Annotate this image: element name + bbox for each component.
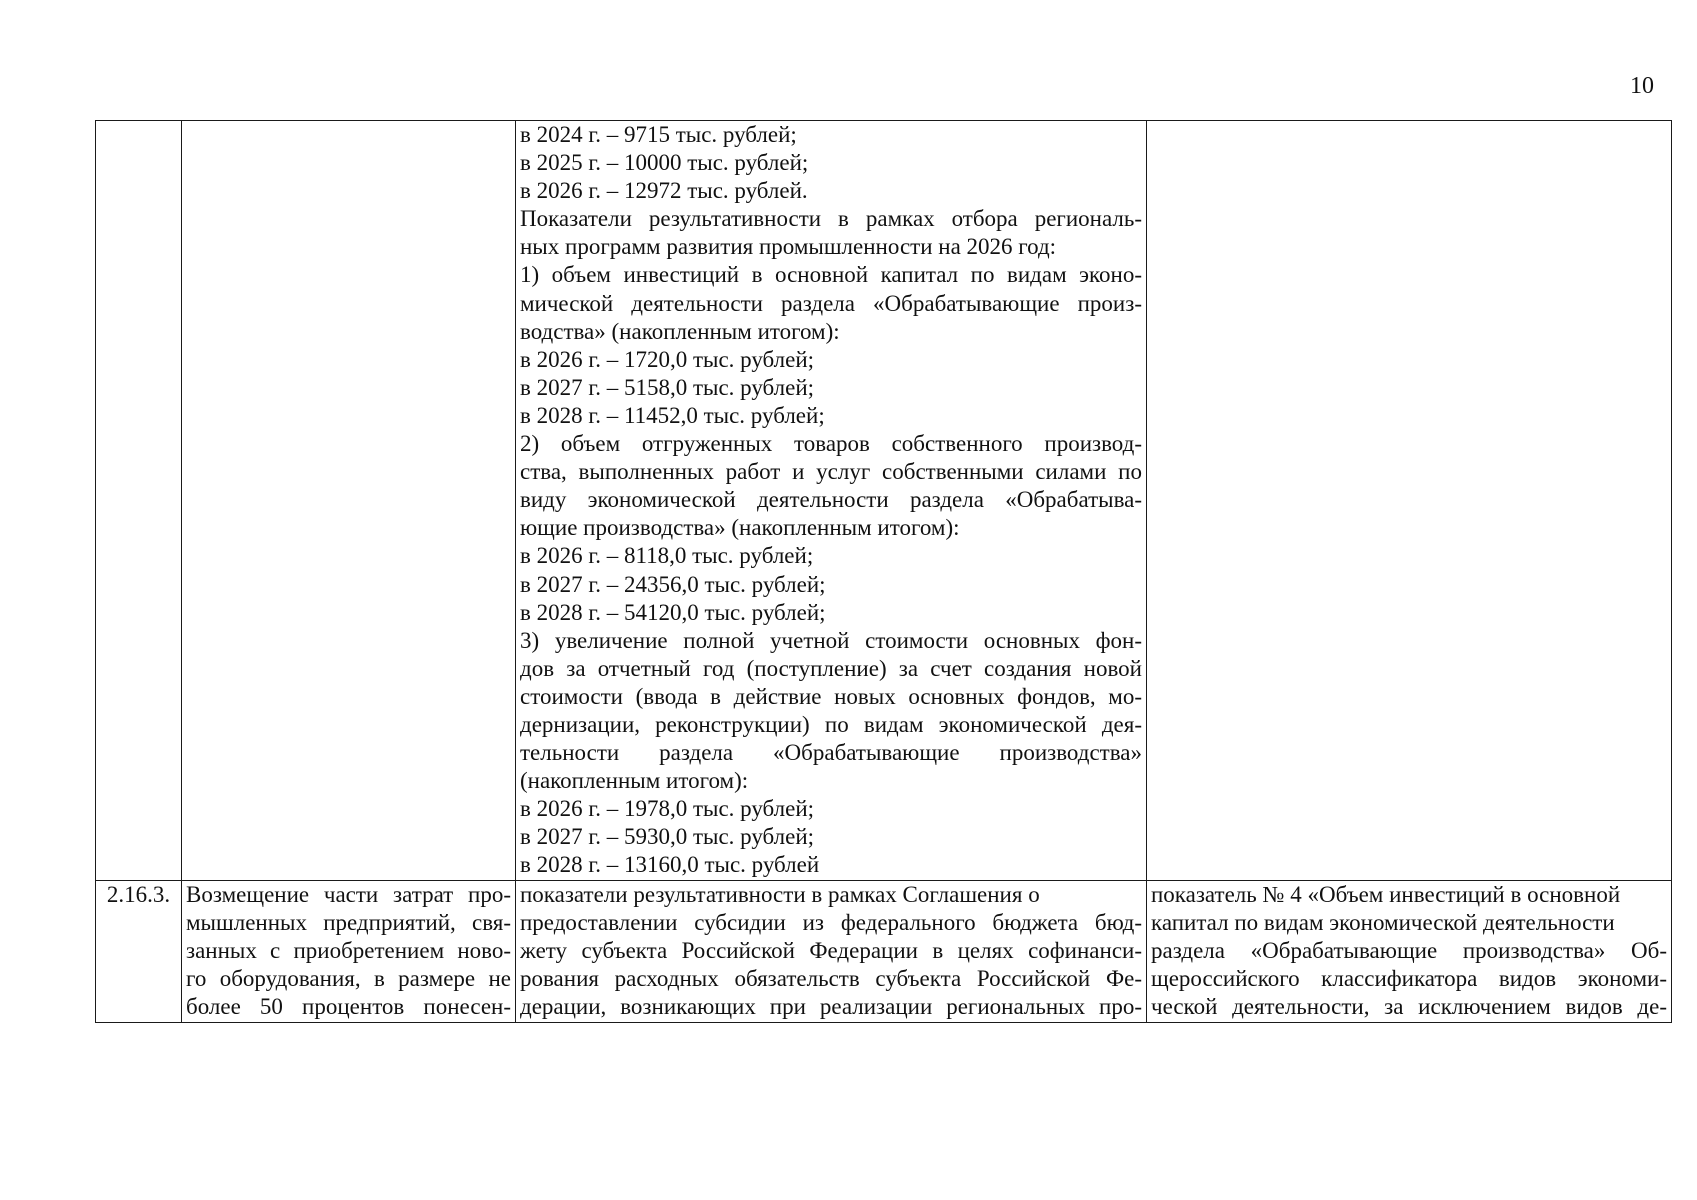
text-line: жету субъекта Российской Федерации в целях софинанси- xyxy=(520,937,1142,963)
text-line: водства» (накопленным итогом): xyxy=(520,318,840,344)
text-line: показатели результативности в рамках Соглашения о xyxy=(520,881,1040,907)
text-line: виду экономической деятельности раздела «Обрабатыва- xyxy=(520,487,1142,513)
text-line: капитал по видам экономической деятельности xyxy=(1151,909,1615,935)
indicators-text xyxy=(520,121,1142,880)
text-line: показатель № 4 «Объем инвестиций в основной xyxy=(1151,881,1621,907)
text-line: 1) объем инвестиций в основной капитал по видам эконо- xyxy=(520,262,1142,288)
row-number: 2.16.3. xyxy=(106,881,171,907)
text-line: в 2027 г. – 5158,0 тыс. рублей; xyxy=(520,374,815,400)
text-line: 2) объем отгруженных товаров собственного производ- xyxy=(520,431,1142,457)
cell-measure-name xyxy=(182,121,516,881)
text-line: ства, выполненных работ и услуг собственными силами по xyxy=(520,459,1142,485)
measure-name-text xyxy=(186,881,511,1022)
text-line: рования расходных обязательств субъекта Российской Фе- xyxy=(520,965,1142,991)
text-line: в 2024 г. – 9715 тыс. рублей; xyxy=(520,122,797,147)
cell-number xyxy=(96,121,182,881)
cell-notes xyxy=(1147,121,1672,881)
cell-indicators xyxy=(516,880,1147,1022)
text-line: мической деятельности раздела «Обрабатывающие произ- xyxy=(520,290,1142,316)
text-line: тельности раздела «Обрабатывающие производства» xyxy=(520,740,1142,766)
text-line: го оборудования, в размере не xyxy=(186,965,511,991)
page-number: 10 xyxy=(1630,73,1654,99)
text-line: в 2026 г. – 1720,0 тыс. рублей; xyxy=(520,346,815,372)
cell-notes xyxy=(1147,880,1672,1022)
text-line: дернизации, реконструкции) по видам экономической дея- xyxy=(520,711,1142,737)
text-line: в 2028 г. – 11452,0 тыс. рублей; xyxy=(520,402,825,428)
text-line: в 2025 г. – 10000 тыс. рублей; xyxy=(520,150,809,176)
text-line: Возмещение части затрат про- xyxy=(186,881,511,907)
text-line: Показатели результативности в рамках отбора региональ- xyxy=(520,206,1142,232)
text-line: предоставлении субсидии из федерального бюджета бюд- xyxy=(520,909,1142,935)
text-line: в 2028 г. – 13160,0 тыс. рублей xyxy=(520,852,820,878)
text-line: в 2027 г. – 24356,0 тыс. рублей; xyxy=(520,571,826,597)
document-table xyxy=(95,120,1672,1023)
text-line: в 2028 г. – 54120,0 тыс. рублей; xyxy=(520,599,826,625)
text-line: в 2027 г. – 5930,0 тыс. рублей; xyxy=(520,824,815,850)
text-line: (накопленным итогом): xyxy=(520,768,749,794)
cell-measure-name xyxy=(182,880,516,1022)
text-line: щероссийского классификатора видов экономи- xyxy=(1151,965,1667,991)
text-line: ных программ развития промышленности на 2026 год: xyxy=(520,234,1057,260)
text-line: стоимости (ввода в действие новых основных фондов, мо- xyxy=(520,683,1142,709)
text-line: раздела «Обрабатывающие производства» Об- xyxy=(1151,937,1667,963)
text-line: в 2026 г. – 12972 тыс. рублей. xyxy=(520,178,808,204)
table-row xyxy=(96,121,1672,881)
text-line: ющие производства» (накопленным итогом): xyxy=(520,515,960,541)
text-line: дов за отчетный год (поступление) за счет создания новой xyxy=(520,655,1142,681)
table-row xyxy=(96,880,1672,1022)
text-line: занных с приобретением ново- xyxy=(186,937,511,963)
text-line: более 50 процентов понесен- xyxy=(186,993,511,1019)
text-line: 3) увеличение полной учетной стоимости основных фон- xyxy=(520,627,1142,653)
text-line: дерации, возникающих при реализации региональных про- xyxy=(520,993,1142,1019)
text-line: в 2026 г. – 8118,0 тыс. рублей; xyxy=(520,543,814,569)
text-line: мышленных предприятий, свя- xyxy=(186,909,511,935)
cell-indicators xyxy=(516,121,1147,881)
notes-text xyxy=(1151,881,1667,1022)
text-line: в 2026 г. – 1978,0 тыс. рублей; xyxy=(520,796,815,822)
cell-number xyxy=(96,880,182,1022)
text-line: ческой деятельности, за исключением видов де- xyxy=(1151,993,1667,1019)
indicators-text xyxy=(520,881,1142,1022)
